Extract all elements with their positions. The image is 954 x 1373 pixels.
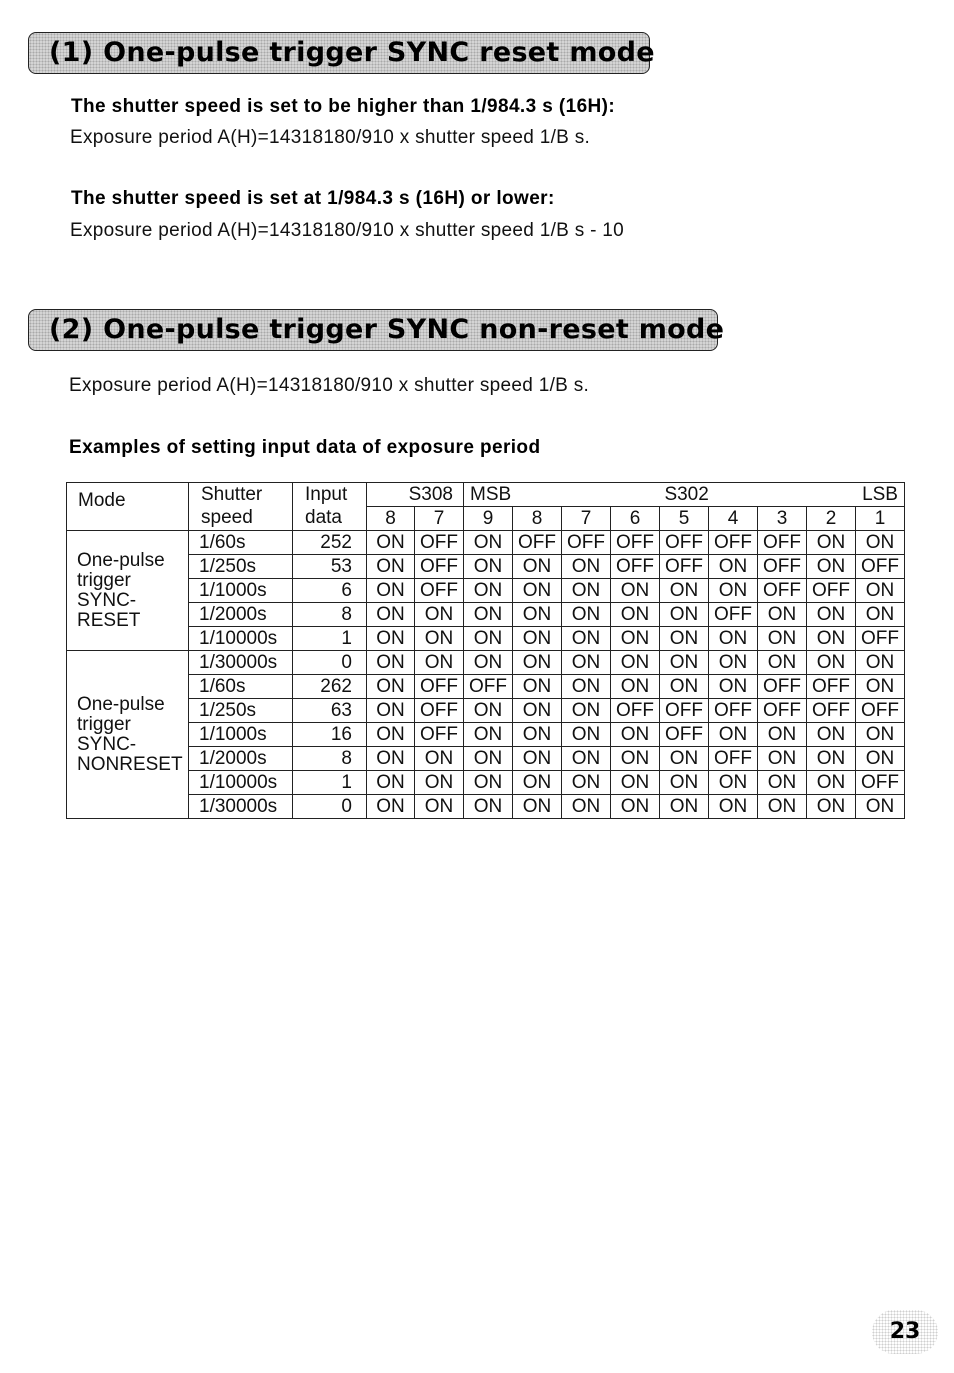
switch-state-cell: ON [758, 603, 807, 627]
switch-state-cell: ON [709, 675, 758, 699]
mode-line: NONRESET [77, 753, 183, 775]
switch-state-cell: OFF [464, 675, 513, 699]
switch-state-cell: OFF [611, 699, 660, 723]
input-data-cell: 0 [293, 795, 367, 819]
switch-state-cell: ON [415, 603, 464, 627]
input-data-cell: 1 [293, 771, 367, 795]
switch-state-cell: ON [856, 531, 905, 555]
switch-state-cell: ON [367, 675, 415, 699]
switch-state-cell: OFF [807, 579, 856, 603]
switch-state-cell: ON [807, 651, 856, 675]
switch-state-cell: ON [611, 651, 660, 675]
switch-state-cell: OFF [660, 555, 709, 579]
header-s302-group [464, 483, 905, 507]
bit-header: 6 [611, 507, 660, 531]
switch-state-cell: ON [709, 555, 758, 579]
shutter-speed-cell: 1/10000s [189, 627, 293, 651]
shutter-speed-cell: 1/250s [189, 555, 293, 579]
input-data-cell: 63 [293, 699, 367, 723]
section-1-banner [28, 32, 655, 74]
switch-state-cell: ON [464, 531, 513, 555]
switch-state-cell: ON [464, 771, 513, 795]
section-2-title: (2) One-pulse trigger SYNC non-reset mode [49, 314, 725, 345]
table-row [67, 699, 905, 723]
header-s308: S308 [367, 483, 464, 507]
header-lsb: LSB [862, 484, 898, 505]
mode-line: One-pulse [77, 693, 165, 715]
switch-state-cell: ON [562, 651, 611, 675]
switch-state-cell: ON [611, 771, 660, 795]
examples-heading: Examples of setting input data of exposure period [69, 437, 541, 458]
switch-state-cell: OFF [758, 555, 807, 579]
bit-header: 7 [562, 507, 611, 531]
exposure-settings-table [66, 482, 905, 819]
shutter-speed-cell: 1/60s [189, 675, 293, 699]
section-2-banner [28, 309, 725, 351]
table-row [67, 579, 905, 603]
input-data-cell: 8 [293, 603, 367, 627]
switch-state-cell: ON [367, 627, 415, 651]
mode-line: SYNC- [77, 589, 137, 611]
switch-state-cell: ON [367, 795, 415, 819]
shutter-speed-cell: 1/2000s [189, 603, 293, 627]
switch-state-cell: ON [464, 699, 513, 723]
table-row [67, 747, 905, 771]
switch-state-cell: ON [513, 627, 562, 651]
switch-state-cell: ON [856, 579, 905, 603]
switch-state-cell: ON [611, 579, 660, 603]
shutter-speed-cell: 1/250s [189, 699, 293, 723]
switch-state-cell: ON [758, 747, 807, 771]
page-number: 23 [872, 1310, 938, 1354]
switch-state-cell: ON [611, 675, 660, 699]
header-input-line2: data [305, 507, 342, 528]
bit-header: 2 [807, 507, 856, 531]
header-input-data [293, 483, 367, 531]
switch-state-cell: ON [660, 627, 709, 651]
shutter-speed-cell: 1/30000s [189, 651, 293, 675]
switch-state-cell: ON [367, 579, 415, 603]
switch-state-cell: ON [562, 747, 611, 771]
case-1-heading: The shutter speed is set to be higher than 1/984.3 s (16H): [71, 96, 616, 117]
switch-state-cell: ON [562, 795, 611, 819]
table-row [67, 627, 905, 651]
shutter-speed-cell: 1/1000s [189, 723, 293, 747]
switch-state-cell: ON [758, 627, 807, 651]
switch-state-cell: ON [856, 603, 905, 627]
switch-state-cell: ON [513, 795, 562, 819]
shutter-speed-cell: 1/2000s [189, 747, 293, 771]
switch-state-cell: ON [758, 723, 807, 747]
switch-state-cell: ON [709, 627, 758, 651]
case-1-formula: Exposure period A(H)=14318180/910 x shutter speed 1/B s. [70, 127, 591, 148]
input-data-cell: 8 [293, 747, 367, 771]
switch-state-cell: ON [464, 627, 513, 651]
switch-state-cell: OFF [660, 699, 709, 723]
shutter-speed-cell: 1/30000s [189, 795, 293, 819]
bit-header: 1 [856, 507, 905, 531]
header-input-line1: Input [305, 484, 348, 505]
mode-line: RESET [77, 609, 141, 631]
switch-state-cell: ON [562, 699, 611, 723]
switch-state-cell: ON [562, 771, 611, 795]
switch-state-cell: ON [807, 531, 856, 555]
switch-state-cell: OFF [415, 675, 464, 699]
header-msb: MSB [470, 484, 512, 505]
switch-state-cell: ON [856, 651, 905, 675]
switch-state-cell: OFF [660, 723, 709, 747]
bit-header: 3 [758, 507, 807, 531]
switch-state-cell: ON [415, 795, 464, 819]
switch-state-cell: OFF [415, 531, 464, 555]
shutter-speed-cell: 1/1000s [189, 579, 293, 603]
switch-state-cell: ON [415, 747, 464, 771]
switch-state-cell: ON [464, 723, 513, 747]
switch-state-cell: ON [367, 531, 415, 555]
mode-cell [67, 531, 189, 651]
switch-state-cell: OFF [611, 555, 660, 579]
switch-state-cell: ON [660, 771, 709, 795]
switch-state-cell: ON [758, 651, 807, 675]
switch-state-cell: ON [660, 795, 709, 819]
switch-state-cell: ON [856, 675, 905, 699]
switch-state-cell: OFF [856, 627, 905, 651]
bit-header: 8 [513, 507, 562, 531]
table-row [67, 675, 905, 699]
table-header-row [67, 483, 905, 507]
switch-state-cell: OFF [758, 675, 807, 699]
header-shutter-speed [189, 483, 293, 531]
switch-state-cell: ON [513, 579, 562, 603]
switch-state-cell: ON [464, 555, 513, 579]
input-data-cell: 252 [293, 531, 367, 555]
mode-cell [67, 651, 189, 819]
switch-state-cell: ON [562, 579, 611, 603]
switch-state-cell: ON [513, 603, 562, 627]
header-s302: S302 [664, 484, 709, 505]
switch-state-cell: ON [513, 771, 562, 795]
switch-state-cell: ON [660, 603, 709, 627]
switch-state-cell: ON [709, 579, 758, 603]
switch-state-cell: ON [611, 603, 660, 627]
case-2-heading: The shutter speed is set at 1/984.3 s (16H) or lower: [71, 188, 555, 209]
switch-state-cell: ON [562, 603, 611, 627]
switch-state-cell: ON [513, 555, 562, 579]
switch-state-cell: ON [758, 771, 807, 795]
input-data-cell: 262 [293, 675, 367, 699]
switch-state-cell: ON [758, 795, 807, 819]
table-row [67, 531, 905, 555]
switch-state-cell: ON [856, 795, 905, 819]
table-row [67, 603, 905, 627]
shutter-speed-cell: 1/60s [189, 531, 293, 555]
switch-state-cell: ON [562, 675, 611, 699]
switch-state-cell: ON [660, 675, 709, 699]
switch-state-cell: OFF [709, 603, 758, 627]
switch-state-cell: ON [415, 627, 464, 651]
bit-header: 8 [367, 507, 415, 531]
switch-state-cell: OFF [758, 531, 807, 555]
switch-state-cell: ON [562, 555, 611, 579]
switch-state-cell: ON [807, 747, 856, 771]
switch-state-cell: ON [415, 651, 464, 675]
switch-state-cell: ON [709, 723, 758, 747]
case-2-formula: Exposure period A(H)=14318180/910 x shutter speed 1/B s - 10 [70, 220, 625, 241]
switch-state-cell: OFF [709, 531, 758, 555]
switch-state-cell: ON [513, 723, 562, 747]
input-data-cell: 16 [293, 723, 367, 747]
switch-state-cell: OFF [415, 555, 464, 579]
switch-state-cell: ON [611, 723, 660, 747]
mode-line: One-pulse [77, 549, 165, 571]
bit-header: 7 [415, 507, 464, 531]
mode-line: trigger [77, 569, 131, 591]
switch-state-cell: ON [464, 795, 513, 819]
switch-state-cell: OFF [758, 699, 807, 723]
mode-line: trigger [77, 713, 131, 735]
header-mode: Mode [67, 483, 189, 531]
switch-state-cell: ON [513, 699, 562, 723]
switch-state-cell: OFF [807, 699, 856, 723]
switch-state-cell: ON [367, 771, 415, 795]
switch-state-cell: ON [562, 627, 611, 651]
table-row [67, 771, 905, 795]
switch-state-cell: OFF [611, 531, 660, 555]
switch-state-cell: ON [367, 747, 415, 771]
table-row [67, 651, 905, 675]
switch-state-cell: OFF [562, 531, 611, 555]
switch-state-cell: ON [709, 771, 758, 795]
switch-state-cell: ON [415, 771, 464, 795]
switch-state-cell: ON [367, 699, 415, 723]
switch-state-cell: ON [367, 555, 415, 579]
switch-state-cell: ON [464, 603, 513, 627]
switch-state-cell: ON [709, 795, 758, 819]
table-row [67, 723, 905, 747]
switch-state-cell: ON [709, 651, 758, 675]
switch-state-cell: ON [562, 723, 611, 747]
switch-state-cell: ON [611, 795, 660, 819]
switch-state-cell: OFF [709, 699, 758, 723]
switch-state-cell: ON [807, 723, 856, 747]
switch-state-cell: OFF [415, 579, 464, 603]
switch-state-cell: OFF [856, 771, 905, 795]
switch-state-cell: ON [807, 627, 856, 651]
switch-state-cell: ON [611, 747, 660, 771]
switch-state-cell: ON [807, 771, 856, 795]
input-data-cell: 1 [293, 627, 367, 651]
switch-state-cell: OFF [513, 531, 562, 555]
switch-state-cell: ON [464, 651, 513, 675]
switch-state-cell: ON [807, 603, 856, 627]
switch-state-cell: ON [660, 651, 709, 675]
switch-state-cell: ON [464, 579, 513, 603]
switch-state-cell: ON [464, 747, 513, 771]
table-row [67, 795, 905, 819]
switch-state-cell: ON [856, 747, 905, 771]
input-data-cell: 6 [293, 579, 367, 603]
switch-state-cell: OFF [415, 699, 464, 723]
mode-line: SYNC- [77, 733, 137, 755]
switch-state-cell: ON [513, 747, 562, 771]
bit-header: 4 [709, 507, 758, 531]
input-data-cell: 53 [293, 555, 367, 579]
switch-state-cell: ON [367, 651, 415, 675]
input-data-cell: 0 [293, 651, 367, 675]
switch-state-cell: ON [367, 603, 415, 627]
switch-state-cell: ON [513, 651, 562, 675]
shutter-speed-cell: 1/10000s [189, 771, 293, 795]
switch-state-cell: OFF [856, 699, 905, 723]
switch-state-cell: ON [856, 723, 905, 747]
nonreset-formula: Exposure period A(H)=14318180/910 x shutter speed 1/B s. [69, 375, 590, 396]
switch-state-cell: ON [807, 795, 856, 819]
switch-state-cell: ON [807, 555, 856, 579]
switch-state-cell: ON [513, 675, 562, 699]
switch-state-cell: OFF [856, 555, 905, 579]
section-1-title: (1) One-pulse trigger SYNC reset mode [49, 37, 655, 68]
switch-state-cell: OFF [758, 579, 807, 603]
switch-state-cell: OFF [709, 747, 758, 771]
header-shutter-line2: speed [201, 507, 253, 528]
header-shutter-line1: Shutter [201, 484, 263, 505]
bit-header: 9 [464, 507, 513, 531]
switch-state-cell: OFF [660, 531, 709, 555]
switch-state-cell: ON [660, 579, 709, 603]
switch-state-cell: ON [660, 747, 709, 771]
switch-state-cell: ON [611, 627, 660, 651]
switch-state-cell: ON [367, 723, 415, 747]
switch-state-cell: OFF [415, 723, 464, 747]
table-row [67, 555, 905, 579]
switch-state-cell: OFF [807, 675, 856, 699]
bit-header: 5 [660, 507, 709, 531]
